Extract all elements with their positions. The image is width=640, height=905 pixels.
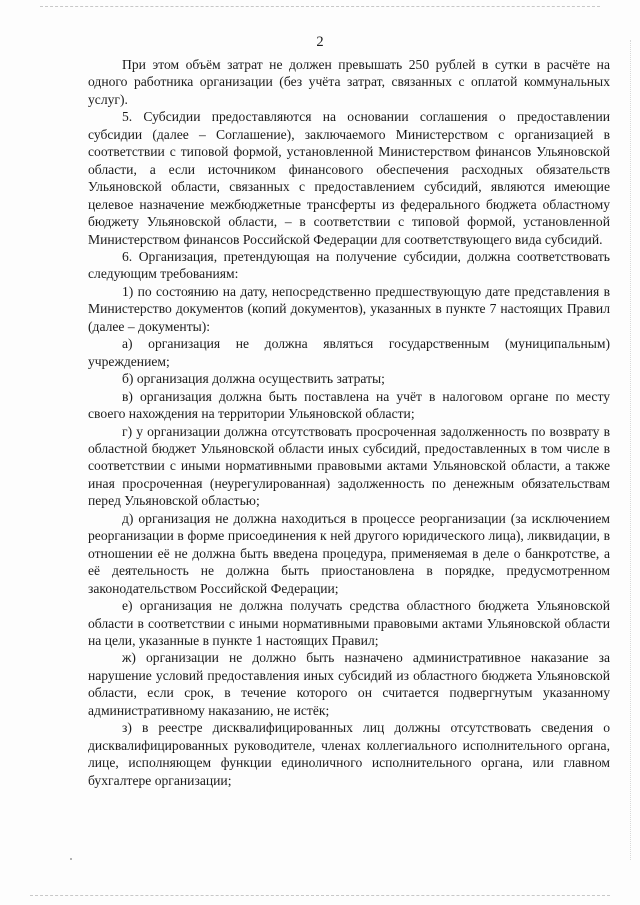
scan-edge-bottom	[30, 895, 610, 896]
document-body	[88, 56, 610, 789]
paragraph-6-requirements: 6. Организация, претендующая на получение субсидии, должна соответствовать следующим требованиям:	[88, 248, 610, 282]
page-number: 2	[316, 34, 324, 50]
item-v: в) организация должна быть поставлена на учёт в налоговом органе по месту своего нахождения на территории Ульяновской области;	[88, 388, 610, 422]
item-b: б) организация должна осуществить затраты;	[122, 371, 385, 387]
item-e: е) организация не должна получать средства областного бюджета Ульяновской области в соответствии с иными нормативными правовыми актами Ульяновской области на цели, указанные в пункте 1 настоящих Правил;	[88, 598, 610, 648]
paragraph-6-1-date: 1) по состоянию на дату, непосредственно предшествующую дате представления в Министерство документов (копий документов), указанных в пункте 7 настоящих Правил (далее – документы):	[88, 283, 610, 334]
scan-edge-top	[40, 6, 600, 7]
item-g: г) у организации должна отсутствовать просроченная задолженность по возврату в областной бюджет Ульяновской области иных субсидий, предоставленных в том числе в соответствии с иными нормативными правовыми актами Ульяновской области, а также иная просроченная (неурегулированная) задолженность по денежным обязательствам перед Ульяновской областью;	[88, 423, 610, 509]
item-a: а) организация не должна являться государственным (муниципальным) учреждением;	[88, 336, 610, 369]
paragraph-5-agreement: 5. Субсидии предоставляются на основании соглашения о предоставлении субсидии (далее – Соглашение), заключаемого Министерством с организацией в соответствии с типовой формой, установленной Министерством финансов Ульяновской области, а если источником финансового обеспечения расходных обязательств Ульяновской области, связанных с предоставлением субсидий, являются имеющие целевое назначение межбюджетные трансферты из федерального бюджета областному бюджету Ульяновской области, – в соответствии с типовой формой, установленной Министерством финансов Российской Федерации для соответствующего вида субсидий.	[88, 109, 610, 247]
scan-edge-right	[630, 40, 631, 860]
paragraph-cost-limit: При этом объём затрат не должен превышать 250 рублей в сутки в расчёте на одного работника организации (без учёта затрат, связанных с оплатой коммунальных услуг).	[88, 57, 610, 107]
item-d: д) организация не должна находиться в процессе реорганизации (за исключением реорганизации в форме присоединения к ней другого юридического лица), ликвидации, в отношении её не должна быть введена процедура, применяемая в деле о банкротстве, а её деятельность не должна быть приостановлена в порядке, предусмотренном законодательством Российской Федерации;	[88, 510, 610, 596]
item-zh: ж) организации не должно быть назначено административное наказание за нарушение условий предоставления иных субсидий из областного бюджета Ульяновской области, если срок, в течение которого он считается подвергнутым указанному административному наказанию, не истёк;	[88, 650, 610, 718]
scan-speck	[70, 858, 72, 860]
item-z: з) в реестре дисквалифицированных лиц должны отсутствовать сведения о дисквалифицированных руководителе, членах коллегиального исполнительного органа, лице, исполняющем функции единоличного исполнительного органа, или главном бухгалтере организации;	[88, 720, 610, 788]
